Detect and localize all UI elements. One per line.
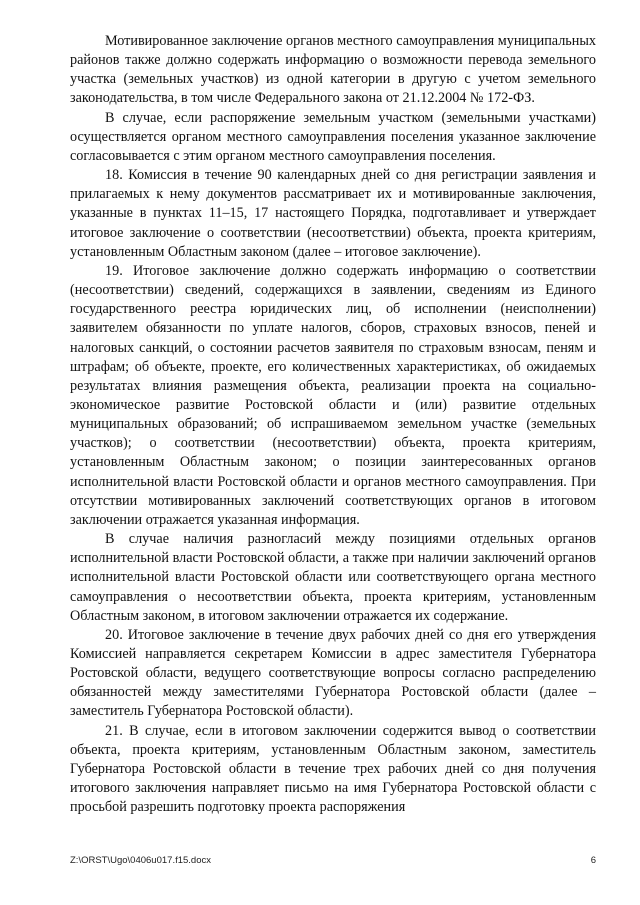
paragraph: В случае наличия разногласий между позициями отдельных органов исполнительной власти Ростовской области, а также при наличии заключений органов исполнительной власти Ростовской области или соответствующего органа местного самоуправления о несоответствии объекта, проекта критериям, установленным Областным законом, в итоговом заключении отражается их содержание. xyxy=(70,531,596,624)
paragraph: 18. Комиссия в течение 90 календарных дней со дня регистрации заявления и прилагаемых к нему документов рассматривает их и мотивированные заключения, указанные в пунктах 11–15, 17 настоящего Порядка, подготавливает и утверждает итоговое заключение о соответствии (несоответствии) объекта, проекта критериям, установленным Областным законом (далее – итоговое заключение). xyxy=(70,167,596,260)
paragraph: Мотивированное заключение органов местного самоуправления муниципальных районов также должно содержать информацию о возможности перевода земельного участка (земельных участков) из одной категории в другую с учетом земельного законодательства, в том числе Федерального закона от 21.12.2004 № 172-ФЗ. xyxy=(70,33,596,107)
paragraph: 21. В случае, если в итоговом заключении содержится вывод о соответствии объекта, проекта критериям, установленным Областным законом, заместитель Губернатора Ростовской области в течение трех рабочих дней со дня получения итогового заключения направляет письмо на имя Губернатора Ростовской области с просьбой разрешить подготовку проекта распоряжения xyxy=(70,722,596,816)
footer-file-path: Z:\ORST\Ugo\0406u017.f15.docx xyxy=(70,855,211,866)
paragraph: 20. Итоговое заключение в течение двух рабочих дней со дня его утверждения Комиссией направляется секретарем Комиссии в адрес заместителя Губернатора Ростовской области, ведущего соответствующие вопросы согласно распределению обязанностей между заместителями Губернатора Ростовской области (далее – заместитель Губернатора Ростовской области). xyxy=(70,626,596,720)
paragraph: 19. Итоговое заключение должно содержать информацию о соответствии (несоответствии) сведений, содержащихся в заявлении, сведениям из Единого государственного реестра юридических лиц, об исполнении (неисполнении) заявителем обязанности по уплате налогов, сборов, страховых взносов, пеней и налоговых санкций, о состоянии расчетов заявителя по страховым взносам, пеням и штрафам; об объекте, проекте, его количественных характеристиках, об ожидаемых результатах влияния размещения объекта, реализации проекта на социально-экономическое развитие Ростовской области и (или) развитие отдельных муниципальных образований; об испрашиваемом земельном участке (земельных участков); о соответствии (несоответствии) объекта, проекта критериям, установленным Областным законом; о позиции заинтересованных органов исполнительной власти Ростовской области и органов местного самоуправления. При отсутствии мотивированных заключений соответствующих органов в итоговом заключении отражается указанная информация. xyxy=(70,262,596,528)
document-body xyxy=(70,32,596,817)
paragraph: В случае, если распоряжение земельным участком (земельными участками) осуществляется органом местного самоуправления поселения указанное заключение согласовывается с этим органом местного самоуправления поселения. xyxy=(70,109,596,164)
page-number: 6 xyxy=(590,855,596,866)
